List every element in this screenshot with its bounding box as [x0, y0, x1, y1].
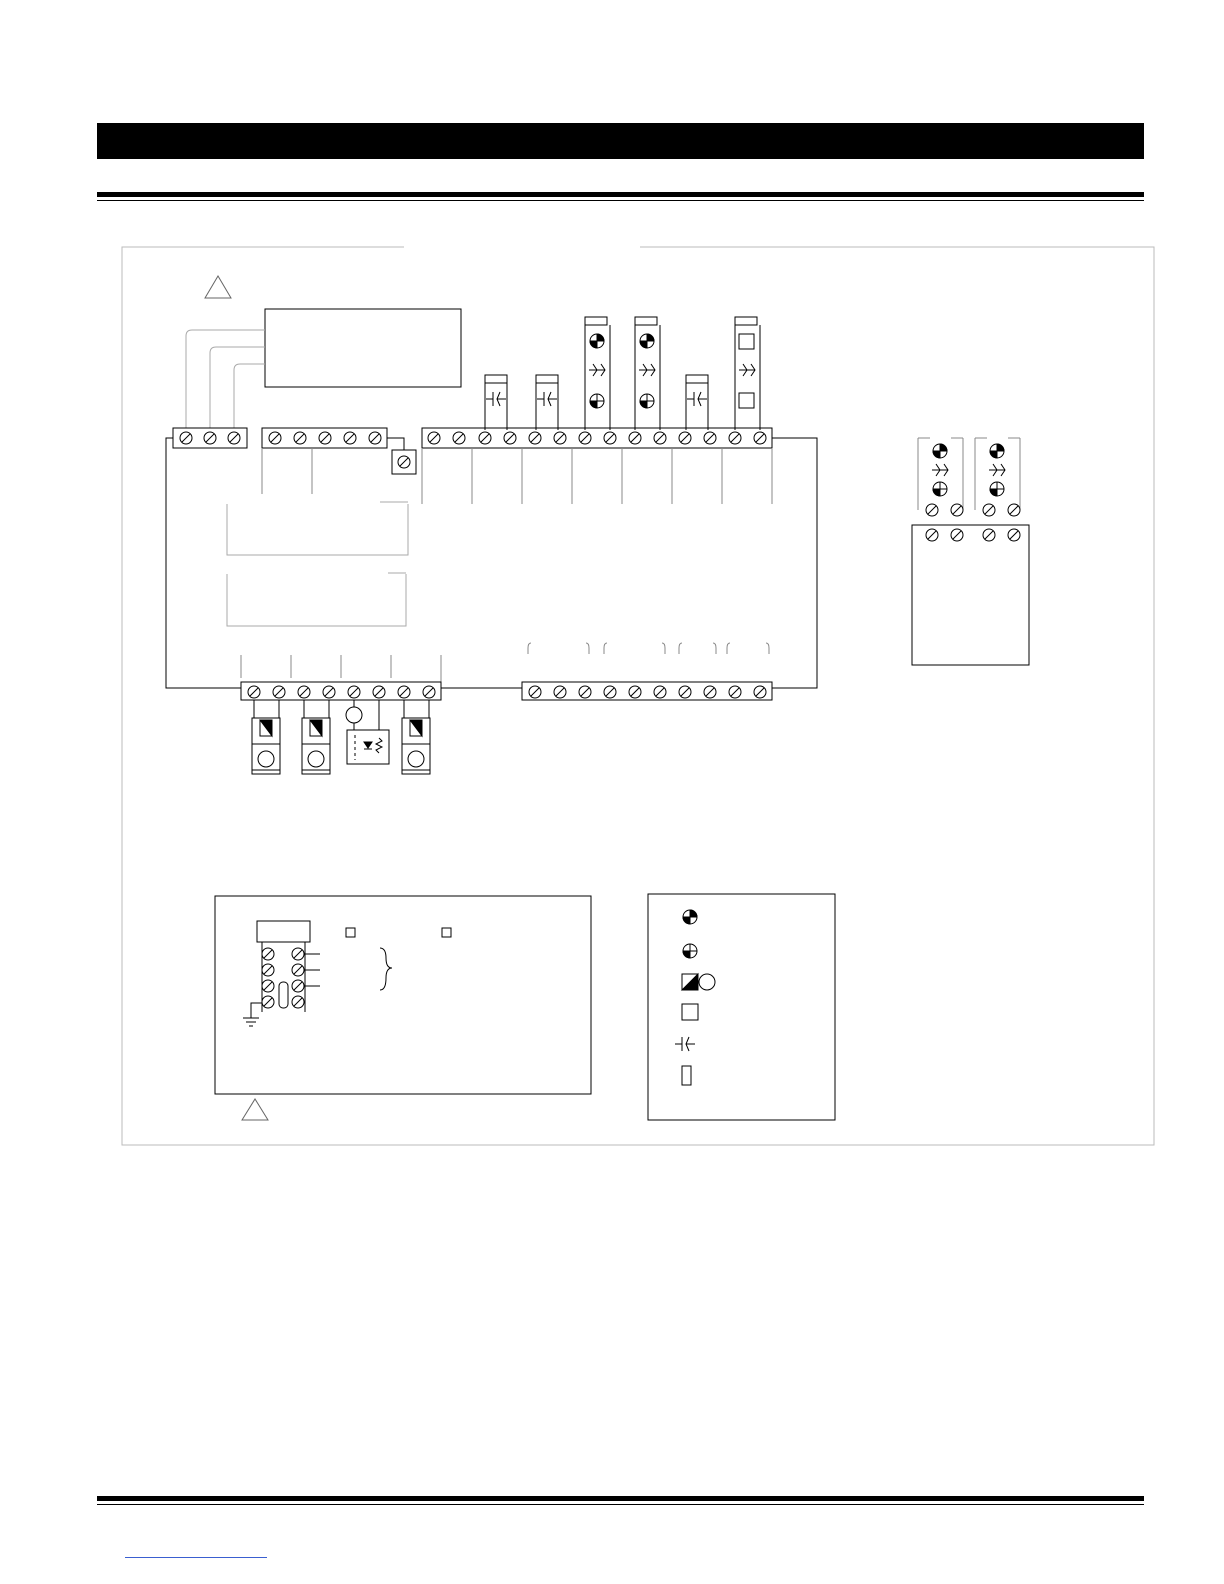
- bottom-terminal-block-a: [241, 682, 441, 700]
- square-icon: [682, 1004, 698, 1020]
- legend-box: [648, 894, 835, 1120]
- inner-box-1: [227, 502, 408, 555]
- top-terminal-block-c: [422, 428, 772, 448]
- warning-triangle-icon: [242, 1099, 268, 1120]
- sensor-icon: [402, 718, 430, 774]
- bottom-rule-thick: [97, 1496, 1144, 1501]
- bottom-rule-thin: [97, 1504, 1144, 1505]
- sensor-square-circle-icon: [682, 974, 715, 990]
- fuse-icon: [682, 1066, 691, 1085]
- capacitor-icon: [675, 1037, 695, 1051]
- bottom-terminal-block-b: [522, 682, 772, 700]
- inner-box-2: [227, 573, 406, 626]
- top-terminal-block-a: [173, 428, 247, 448]
- controller-board: [166, 438, 817, 688]
- relay-pair: [735, 317, 760, 430]
- capacitor-3: [686, 375, 708, 430]
- half-filled-circle-icon: [683, 910, 697, 924]
- sensor-icon: [302, 718, 330, 774]
- quarter-filled-circle-icon: [683, 944, 697, 958]
- sensor-icon: [252, 718, 280, 774]
- footer-link[interactable]: [125, 1557, 267, 1558]
- remote-module: [912, 438, 1029, 665]
- indicator-lamp-icon: [346, 707, 362, 723]
- capacitor-1: [485, 375, 507, 430]
- capacitor-2: [536, 375, 558, 430]
- top-terminal-block-b: [262, 428, 387, 448]
- warning-triangle-icon: [205, 276, 231, 298]
- lamp-pair-1: [585, 317, 610, 430]
- lamp-pair-2: [635, 317, 660, 430]
- display-module: [265, 309, 461, 387]
